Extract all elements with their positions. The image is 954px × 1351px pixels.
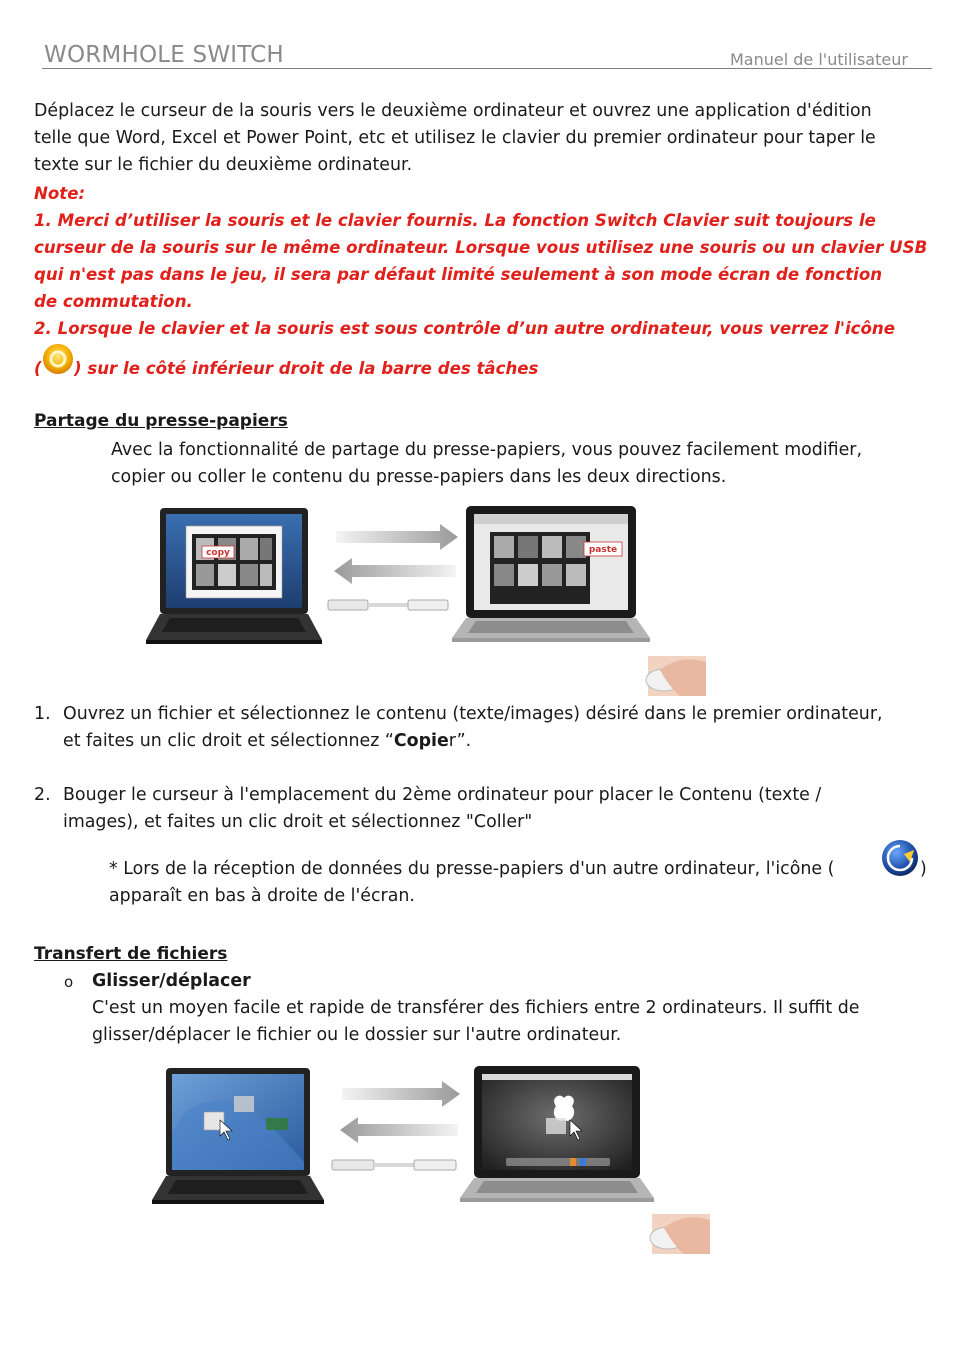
intro-line: texte sur le fichier du deuxième ordinateur. (34, 155, 413, 175)
pc-laptop (146, 508, 322, 644)
remark-line: apparaît en bas à droite de l'écran. (109, 886, 415, 906)
note-line: de commutation. (34, 292, 193, 311)
file-transfer-illustration (146, 1062, 712, 1258)
step-number: 2. (34, 785, 51, 805)
copy-label: copy (206, 548, 230, 558)
pc-laptop (152, 1068, 324, 1204)
note-line: 1. Merci d’utiliser la souris et le clavier fournis. La fonction Switch Clavier suit toujours le (34, 211, 876, 230)
mac-laptop (452, 506, 650, 642)
step-1-line-2: et faites un clic droit et sélectionnez “Copier”. (63, 731, 472, 751)
note-line: ) sur le côté inférieur droit de la barre des tâches (74, 359, 539, 378)
section-heading-transfer: Transfert de fichiers (34, 944, 228, 964)
clipboard-received-icon (880, 838, 920, 878)
note-line: 2. Lorsque le clavier et la souris est sous contrôle d’un autre ordinateur, vous verrez l'icône (34, 319, 895, 338)
remark-close-paren: ) (920, 859, 927, 879)
apple-logo-icon (554, 1096, 574, 1121)
intro-line: telle que Word, Excel et Power Point, etc et utilisez le clavier du premier ordinateur pour taper le (34, 128, 876, 148)
clipboard-sharing-illustration (140, 502, 710, 700)
document-subtitle: Manuel de l'utilisateur (730, 50, 908, 69)
folder-icon (546, 1118, 566, 1134)
header-divider (42, 68, 932, 69)
hand-on-mouse (646, 656, 706, 696)
transfer-line: glisser/déplacer le fichier ou le dossier sur l'autre ordinateur. (92, 1025, 622, 1045)
clipboard-line: Avec la fonctionnalité de partage du presse-papiers, vous pouvez facilement modifier, (111, 440, 862, 460)
drag-drop-heading: Glisser/déplacer (92, 971, 251, 991)
intro-line: Déplacez le curseur de la souris vers le deuxième ordinateur et ouvrez une application d'édition (34, 101, 872, 121)
dock (506, 1158, 610, 1166)
note-label: Note: (34, 184, 86, 203)
paste-label: paste (588, 545, 618, 555)
step-2-line: Bouger le curseur à l'emplacement du 2ème ordinateur pour placer le Contenu (texte / (63, 785, 822, 805)
note-line: qui n'est pas dans le jeu, il sera par défaut limité seulement à son mode écran de fonction (34, 265, 883, 284)
note-open-paren: ( (34, 359, 42, 378)
switch-status-icon (42, 343, 74, 375)
step-number: 1. (34, 704, 51, 724)
clipboard-line: copier ou coller le contenu du presse-papiers dans les deux directions. (111, 467, 727, 487)
step-1-line: Ouvrez un fichier et sélectionnez le contenu (texte/images) désiré dans le premier ordinateur, (63, 704, 883, 724)
note-line: curseur de la souris sur le même ordinateur. Lorsque vous utilisez une souris ou un clavier USB (34, 238, 928, 257)
section-heading-clipboard: Partage du presse-papiers (34, 411, 288, 431)
mac-laptop (460, 1066, 654, 1202)
document-title: WORMHOLE SWITCH (44, 42, 284, 68)
hand-on-mouse (650, 1214, 710, 1254)
step-2-line: images), et faites un clic droit et sélectionnez "Coller" (63, 812, 533, 832)
transfer-line: C'est un moyen facile et rapide de transférer des fichiers entre 2 ordinateurs. Il suffit de (92, 998, 860, 1018)
remark-line: * Lors de la réception de données du presse-papiers d'un autre ordinateur, l'icône ( (109, 859, 835, 879)
bullet: o (64, 973, 74, 991)
